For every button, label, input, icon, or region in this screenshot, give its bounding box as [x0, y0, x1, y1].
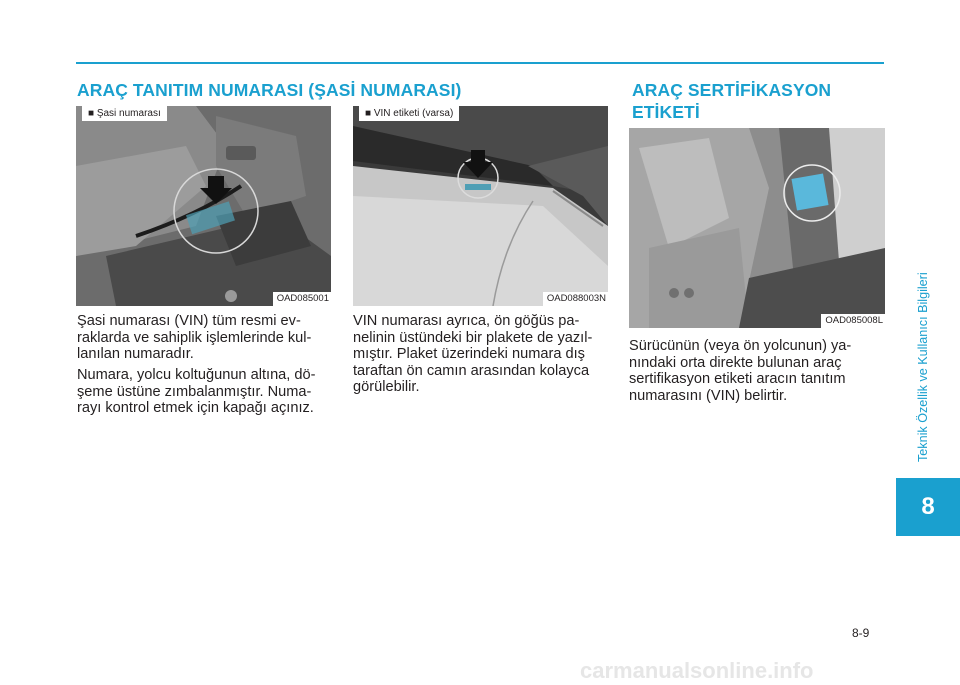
figure-code: OAD088003N: [543, 292, 608, 306]
header-rule: [76, 62, 884, 64]
figure-code: OAD085001: [273, 292, 331, 306]
section-title-certification: [632, 79, 831, 123]
seat-floor-photo: [76, 106, 331, 306]
paragraph-vin-intro: [77, 313, 330, 363]
chapter-tab: 8: [896, 478, 960, 536]
text-line: Şasi numarası (VIN) tüm resmi ev-: [77, 313, 301, 329]
paragraph-vin-location: [77, 367, 330, 417]
text-line: şeme üstüne zımbalanmıştır. Numa-: [77, 383, 312, 400]
text-line: Numara, yolcu koltuğunun altına, dö-: [77, 367, 316, 383]
text-line: sertifikasyon etiketi aracın tanıtım: [629, 371, 846, 388]
chapter-side-title: Teknik Özellik ve Kullanıcı Bilgileri: [916, 272, 930, 462]
figure-certification-label: [629, 128, 885, 328]
text-line: nelinin üstündeki bir plakete de yazıl-: [353, 329, 593, 346]
section-title-vin: ARAÇ TANITIM NUMARASI (ŞASİ NUMARASI): [77, 80, 462, 100]
text-line: Sürücünün (veya ön yolcunun) ya-: [629, 338, 852, 354]
paragraph-certification: [629, 338, 884, 404]
svg-text:carmanualsonline.info: carmanualsonline.info: [580, 658, 814, 683]
figure-chassis-number: [76, 106, 331, 306]
paragraph-vin-label: [353, 313, 607, 396]
text-line: görülebilir.: [353, 379, 420, 396]
text-line: raklarda ve sahiplik işlemlerinde kul-: [77, 329, 312, 346]
section-title-certification-line1: ARAÇ SERTİFİKASYON: [632, 80, 832, 100]
text-line: nındaki orta direkte bulunan araç: [629, 354, 842, 371]
figure-vin-label: [353, 106, 608, 306]
door-pillar-photo: [629, 128, 885, 328]
text-line: numarasını (VIN) belirtir.: [629, 387, 788, 404]
figure-code: OAD085008L: [821, 314, 885, 328]
text-line: VIN numarası ayrıca, ön göğüs pa-: [353, 313, 580, 329]
text-line: rayı kontrol etmek için kapağı açınız.: [77, 400, 314, 417]
page-number: 8-9: [852, 626, 870, 640]
figure-label-vin: ■ VIN etiketi (varsa): [359, 106, 459, 121]
section-title-certification-line2: ETİKETİ: [632, 102, 700, 122]
figure-label-chassis: ■ Şasi numarası: [82, 106, 167, 121]
text-line: lanılan numaradır.: [77, 346, 194, 363]
watermark-logo: [580, 658, 910, 684]
text-line: taraftan ön camın arasından kolayca: [353, 362, 590, 379]
text-line: mıştır. Plaket üzerindeki numara dış: [353, 346, 585, 363]
windshield-photo: [353, 106, 608, 306]
